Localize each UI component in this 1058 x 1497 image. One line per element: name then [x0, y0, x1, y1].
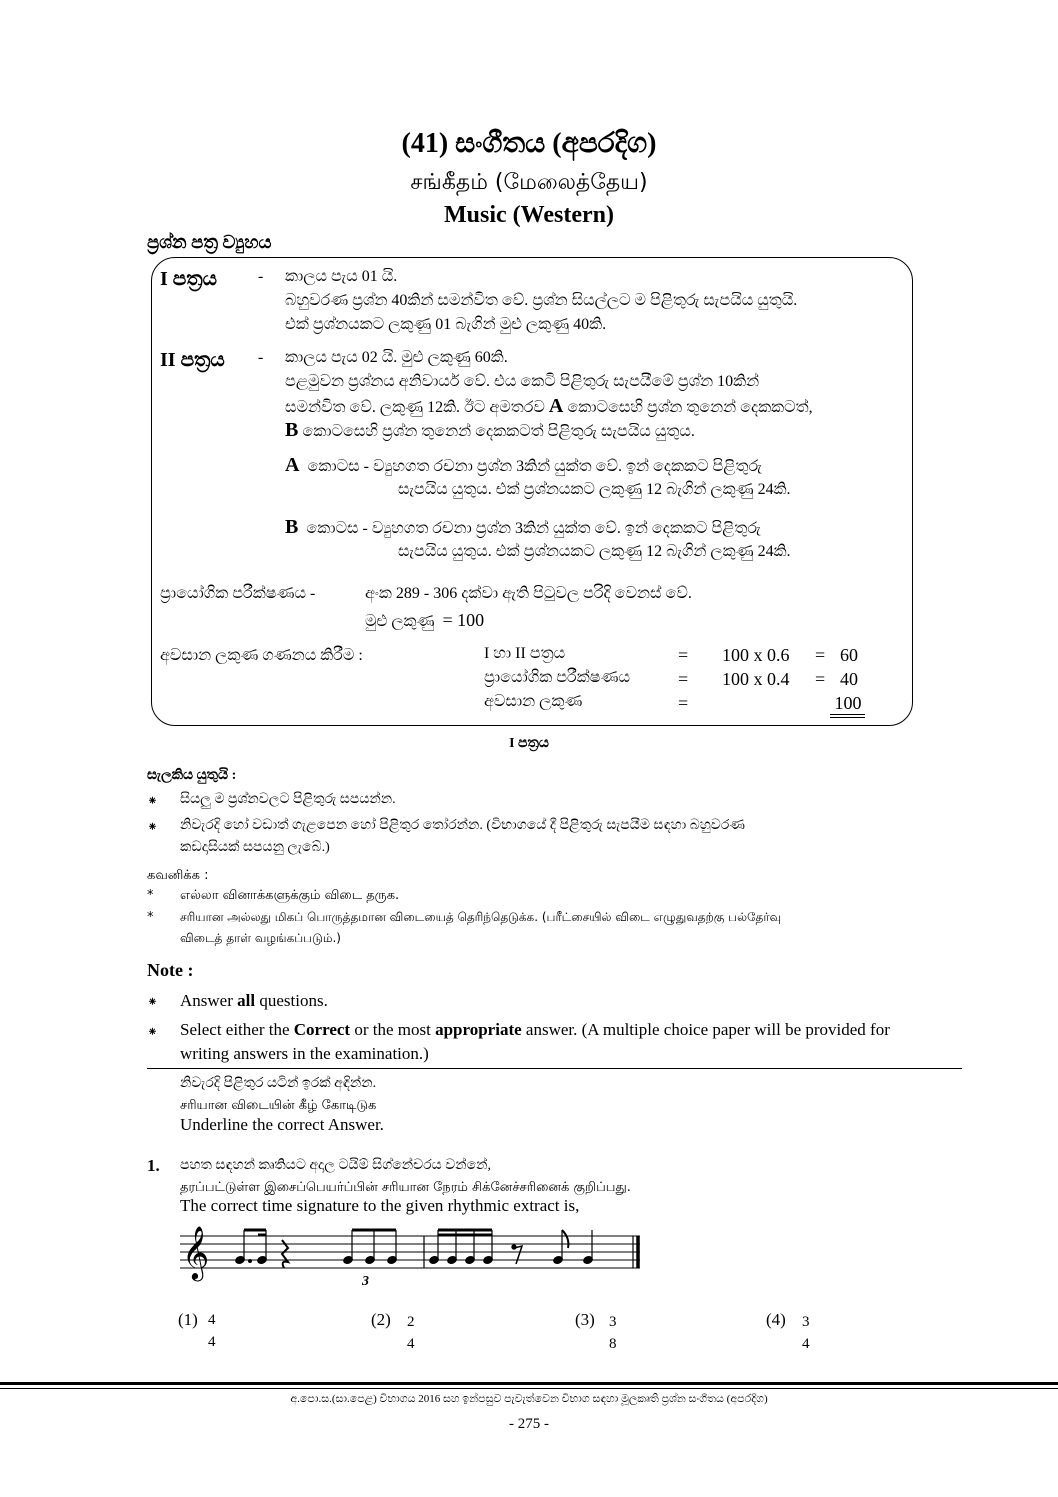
calc-row-1-expr: 100 x 0.6 — [722, 645, 790, 665]
final-label: අවසාන ලකුණ ගණනය කිරීම : — [160, 647, 363, 664]
p1-line2: බහුවරණ ප්‍රශ්න 40කින් සමන්විත වේ. ප්‍රශ්න සියල්ලට ම පිළිතුරු සැපයිය යුතුයි. — [285, 292, 798, 309]
note-si-label: සැලකිය යුතුයි : — [147, 768, 237, 783]
footer-rule — [0, 1382, 1058, 1385]
note-si-1: සියලු ම ප්‍රශ්නවලට පිළිතුරු සපයන්න. — [180, 792, 396, 807]
option-label: (1) — [178, 1310, 198, 1329]
total-double-underline — [830, 714, 865, 718]
p2-dash: - — [258, 349, 264, 366]
note-si-2b: කඩදාසියක් සපයනු ලැබේ.) — [180, 840, 330, 855]
calc-row-3-label: අවසාන ලකුණ — [484, 693, 583, 710]
option-label: (4) — [766, 1310, 786, 1329]
calc-row-2-eq2: = — [815, 669, 826, 689]
p2-line4: B කොටසෙහි ප්‍රශ්න තුනෙන් දෙකකටත් පිළිතුරු සැපයිය යුතුය. — [285, 419, 695, 441]
time-sig-bottom: 8 — [609, 1336, 617, 1352]
time-sig-bottom: 4 — [407, 1336, 415, 1352]
time-sig-top: 2 — [407, 1314, 415, 1330]
note-en-label: Note : — [147, 960, 194, 980]
footer-text: අ.පො.ස.(සා.පෙළ) විභාගය 2016 සහ ඉන්පසුව පැවැත්වෙන විභාග සඳහා මූලකෘති ප්‍රශ්න සංගීතය (අපරදිග) — [290, 1393, 768, 1405]
paper1-heading: I පත්‍රය — [509, 736, 549, 751]
note-ta-2a: சரியான அல்லது மிகப் பொருத்தமான விடையைத் தெரிந்தெடுக்க. (பரீட்சையில் விடை எழுதுவதற்கு பல்தேர்வு — [180, 910, 782, 924]
calc-row-3-val: 100 — [834, 693, 862, 713]
note-en-1: Answer all questions. — [180, 991, 328, 1010]
p2-line2: පළමුවන ප්‍රශ්නය අනිවාර්ය වේ. එය කෙටි පිළිතුරු සැපයීමේ ප්‍රශ්න 10කින් — [285, 373, 760, 390]
underline-ta: சரியான விடையின் கீழ் கோடிடுக — [180, 1098, 377, 1113]
p2-line3: සමන්විත වේ. ලකුණු 12කි. ඊට අමතරව A කොටසෙහි ප්‍රශ්න තුනෙන් දෙකකටත්, — [285, 395, 813, 417]
calc-row-3-eq: = — [678, 693, 689, 713]
section-heading: ප්‍රශ්න පත්‍ර ව්‍යුහය — [147, 232, 272, 252]
note-ta-1: எல்லா வினாக்களுக்கும் விடை தருக. — [180, 888, 400, 903]
bullet-icon: * — [147, 910, 154, 925]
bullet-icon: ⁕ — [147, 1024, 158, 1039]
bullet-icon: ⁕ — [147, 994, 158, 1009]
note-en-2a: Select either the Correct or the most appropriate answer. (A multiple choice paper will be provided for — [180, 1020, 890, 1039]
time-sig-top: 3 — [609, 1314, 617, 1330]
p2-label: II පත්‍රය — [160, 349, 225, 371]
p1-line3: එක් ප්‍රශ්නයකට ලකුණු 01 බැගින් මුළු ලකුණු 40කි. — [285, 316, 607, 333]
question-number: 1. — [147, 1156, 160, 1175]
title-english: Music (Western) — [444, 202, 614, 228]
triplet-mark: 3 — [362, 1274, 369, 1289]
p1-line1: කාලය පැය 01 යි. — [285, 268, 398, 285]
p2-line1: කාලය පැය 02 යි. මුළු ලකුණු 60කි. — [285, 349, 508, 366]
part-b-line1: B කොටස - ව්‍යුහගත රචනා ප්‍රශ්න 3කින් යුක්ත වේ. ඉන් දෙකකට පිළිතුරු — [285, 516, 761, 538]
p1-label: I පත්‍රය — [160, 268, 217, 290]
calc-row-1-val: 60 — [840, 645, 858, 665]
note-ta-label: கவனிக்க : — [147, 868, 209, 883]
part-a-line1: A කොටස - ව්‍යුහගත රචනා ප්‍රශ්න 3කින් යුක්ත වේ. ඉන් දෙකකට පිළිතුරු — [285, 454, 762, 476]
underline-si: නිවැරදි පිළිතුර යටින් ඉරක් අඳින්න. — [180, 1076, 377, 1091]
question-text-ta: தரப்பட்டுள்ள இசைப்பெயர்ப்பின் சரியான நேரம் சிக்னேச்சரினைக் குறிப்பது. — [180, 1180, 631, 1195]
total-marks: මුළු ලකුණු = 100 — [365, 610, 485, 630]
p1-dash: - — [258, 268, 264, 285]
question-text-si: පහත සඳහන් කෘතියට අදාල ටයිම් සිග්නේචරය වන්නේ, — [180, 1158, 492, 1173]
footer-rule — [0, 1388, 1058, 1389]
part-a-line2: සැපයිය යුතුය. එක් ප්‍රශ්නයකට ලකුණු 12 බැගින් ලකුණු 24කි. — [398, 481, 791, 498]
treble-clef-icon: 𝄞 — [182, 1225, 210, 1279]
question-text-en: The correct time signature to the given rhythmic extract is, — [180, 1196, 580, 1215]
calc-row-2-label: ප්‍රායෝගික පරීක්ෂණය — [484, 669, 630, 686]
divider — [147, 1068, 962, 1069]
bullet-icon: ⁕ — [147, 793, 158, 808]
note-en-2b: writing answers in the examination.) — [180, 1044, 429, 1063]
practical-text: අංක 289 - 306 දක්වා ඇති පිටුවල පරිදි වෙනස් වේ. — [365, 585, 692, 602]
music-staff — [178, 1222, 648, 1294]
underline-en: Underline the correct Answer. — [180, 1115, 384, 1134]
time-sig-top: 4 — [208, 1312, 216, 1328]
practical-label: ප්‍රායෝගික පරීක්ෂණය - — [160, 585, 316, 602]
calc-row-1-label: I හා II පත්‍රය — [484, 645, 566, 662]
note-si-2a: නිවැරදි හෝ වඩාත් ගැළපෙන හෝ පිළිතුර තෝරන්න. (විභාගයේ දී පිළිතුරු සැපයීම සඳහා බහුවරණ — [180, 818, 745, 833]
note-ta-2b: விடைத் தாள் வழங்கப்படும்.) — [180, 931, 341, 945]
bullet-icon: ⁕ — [147, 819, 158, 834]
page-number: - 275 - — [509, 1416, 549, 1432]
title-tamil: சங்கீதம் (மேலைத்தேய) — [410, 170, 648, 195]
title-sinhala: (41) සංගීතය (අපරදිග) — [401, 128, 657, 159]
time-sig-bottom: 4 — [208, 1334, 216, 1350]
option-label: (3) — [575, 1310, 595, 1329]
part-b-line2: සැපයිය යුතුය. එක් ප්‍රශ්නයකට ලකුණු 12 බැගින් ලකුණු 24කි. — [398, 543, 791, 560]
calc-row-1-eq: = — [678, 645, 689, 665]
calc-row-2-val: 40 — [840, 669, 858, 689]
calc-row-2-expr: 100 x 0.4 — [722, 669, 790, 689]
time-sig-top: 3 — [802, 1314, 810, 1330]
time-sig-bottom: 4 — [802, 1336, 810, 1352]
option-label: (2) — [371, 1310, 391, 1329]
bullet-icon: * — [147, 888, 154, 903]
calc-row-1-eq2: = — [815, 645, 826, 665]
calc-row-2-eq: = — [678, 669, 689, 689]
